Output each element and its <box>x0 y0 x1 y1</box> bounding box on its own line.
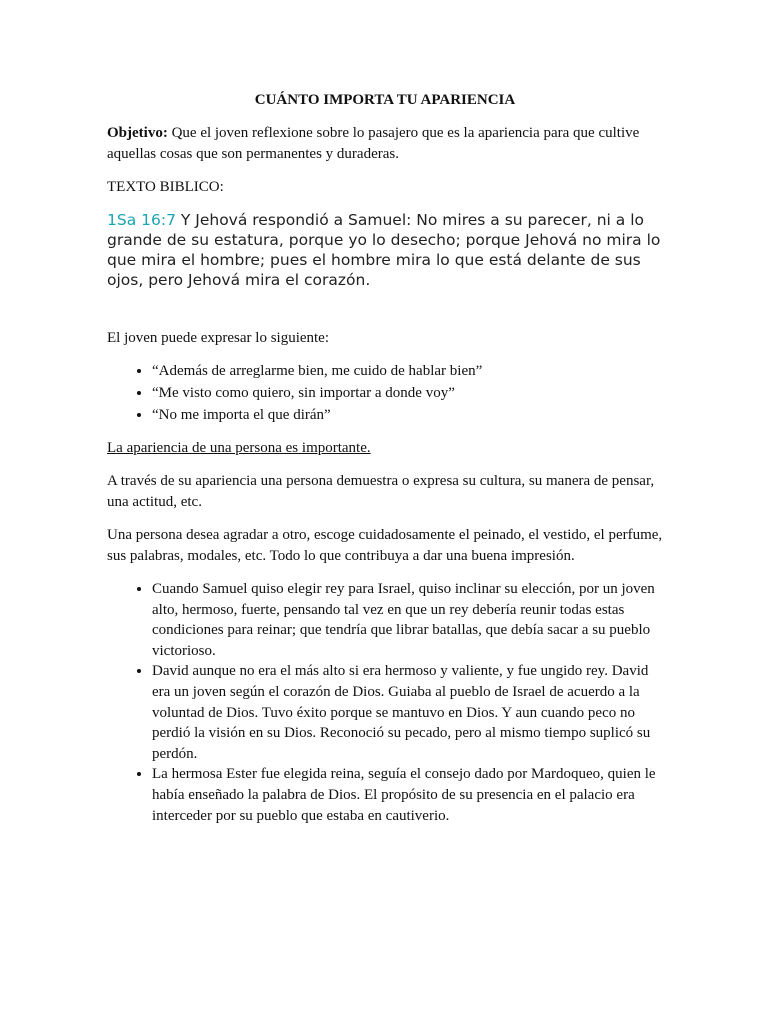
verse-reference: 1Sa 16:7 <box>107 211 176 229</box>
list-item: • David aunque no era el más alto si era hermoso y valiente, y fue ungido rey. David era un joven según el corazón de Dios. Guiaba al pueblo de Israel de acuerdo a la voluntad de Dios. Tuvo éxito porque se mantuvo en Dios. Y aun cuando peco no perdió la visión en su Dios. Reconoció su pecado, pero al mismo tiempo suplicó su perdón. <box>152 661 663 764</box>
objective-label: Objetivo: <box>107 125 168 141</box>
list-item: • “No me importa el que dirán” <box>152 405 663 426</box>
document-title: CUÁNTO IMPORTA TU APARIENCIA <box>254 92 516 108</box>
paragraph-impression: Una persona desea agradar a otro, escoge cuidadosamente el peinado, el vestido, el perfume, sus palabras, modales, etc. Todo lo que contribuya a dar una buena impresión. <box>107 527 663 564</box>
list-item: • “Además de arreglarme bien, me cuido de hablar bien” <box>152 361 663 382</box>
texto-biblico-label: TEXTO BIBLICO: <box>107 179 224 195</box>
subheading: La apariencia de una persona es importante. <box>107 440 371 456</box>
bible-verse <box>107 210 663 290</box>
intro-expresar: El joven puede expresar lo siguiente: <box>107 330 330 346</box>
examples-list <box>107 579 663 826</box>
document-body <box>107 92 663 838</box>
list-item: • “Me visto como quiero, sin importar a donde voy” <box>152 383 663 404</box>
verse-text: Y Jehová respondió a Samuel: No mires a su parecer, ni a lo grande de su estatura, porque yo lo desecho; porque Jehová no mira lo que mira el hombre; pues el hombre mira lo que está delante de sus ojos, pero Jehová mira el corazón. <box>107 211 661 289</box>
objective-paragraph <box>107 123 663 165</box>
paragraph-culture: A través de su apariencia una persona demuestra o expresa su cultura, su manera de pensar, una actitud, etc. <box>107 473 655 510</box>
list-item: • Cuando Samuel quiso elegir rey para Israel, quiso inclinar su elección, por un joven alto, hermoso, fuerte, pensando tal vez en que un rey debería reunir todas estas condiciones para reinar; que tendría que librar batallas, que debía sacar a su pueblo victorioso. <box>152 579 663 661</box>
quotes-list <box>107 361 663 426</box>
objective-text: Que el joven reflexione sobre lo pasajero que es la apariencia para que cultive aquellas cosas que son permanentes y duraderas. <box>107 125 640 162</box>
list-item: • La hermosa Ester fue elegida reina, seguía el consejo dado por Mardoqueo, quien le había enseñado la palabra de Dios. El propósito de su presencia en el palacio era interceder por su pueblo que estaba en cautiverio. <box>152 764 663 826</box>
